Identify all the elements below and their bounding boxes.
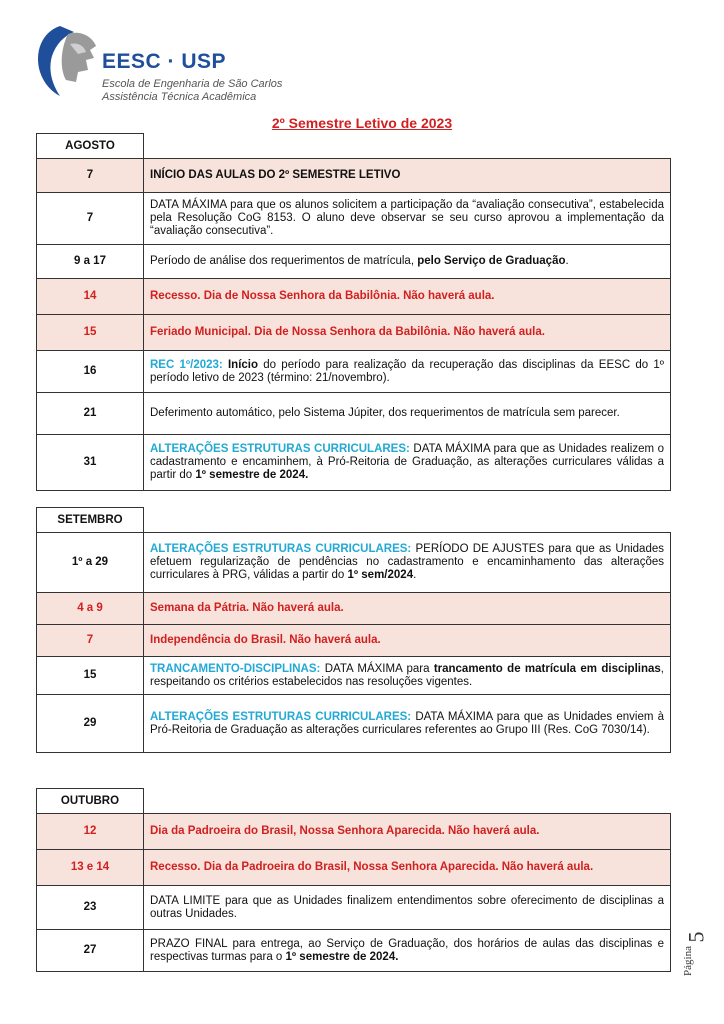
row-date: 4 a 9 — [37, 593, 144, 625]
table-row — [37, 159, 671, 193]
row-description: Independência do Brasil. Não haverá aula. — [144, 625, 671, 657]
setembro-table — [36, 507, 671, 753]
brand-name: EESC · USP — [102, 50, 227, 73]
month-label: SETEMBRO — [37, 508, 144, 533]
school-name — [102, 78, 282, 104]
month-header-row — [37, 134, 671, 159]
table-row — [37, 435, 671, 491]
row-date: 7 — [37, 193, 144, 245]
page-number — [681, 920, 715, 990]
table-row — [37, 279, 671, 315]
table-row — [37, 393, 671, 435]
table-row — [37, 533, 671, 593]
school-line-2: Assistência Técnica Acadêmica — [102, 91, 257, 103]
row-description: Dia da Padroeira do Brasil, Nossa Senhora Aparecida. Não haverá aula. — [144, 814, 671, 850]
row-description: DATA MÁXIMA para que os alunos solicitem a participação da “avaliação consecutiva”, estabelecida pela Resolução CoG 8153. O aluno deve observar se seu curso aprovou a implementação da “avaliação consecutiva”. — [144, 193, 671, 245]
row-description: Recesso. Dia da Padroeira do Brasil, Nossa Senhora Aparecida. Não haverá aula. — [144, 850, 671, 886]
table-row — [37, 351, 671, 393]
row-date: 27 — [37, 930, 144, 972]
row-description: Recesso. Dia de Nossa Senhora da Babilônia. Não haverá aula. — [144, 279, 671, 315]
row-description: REC 1º/2023: Início do período para realização da recuperação das disciplinas da EESC do 1º período letivo de 2023 (término: 21/novembro). — [144, 351, 671, 393]
row-date: 16 — [37, 351, 144, 393]
row-date: 7 — [37, 159, 144, 193]
outubro-table — [36, 788, 671, 972]
row-date: 1º a 29 — [37, 533, 144, 593]
row-description: INÍCIO DAS AULAS DO 2º SEMESTRE LETIVO — [144, 159, 671, 193]
month-header-row — [37, 508, 671, 533]
table-row — [37, 850, 671, 886]
row-description: Feriado Municipal. Dia de Nossa Senhora da Babilônia. Não haverá aula. — [144, 315, 671, 351]
table-row — [37, 814, 671, 850]
page-label: Página — [681, 946, 694, 976]
row-description: ALTERAÇÕES ESTRUTURAS CURRICULARES: DATA MÁXIMA para que as Unidades realizem o cadastramento e encaminhem, à Pró-Reitoria de Graduação, as alterações curriculares válidas a partir do 1º semestre de 2024. — [144, 435, 671, 491]
row-description: PRAZO FINAL para entrega, ao Serviço de Graduação, dos horários de aulas das disciplinas e respectivas turmas para o 1º semestre de 2024. — [144, 930, 671, 972]
row-date: 23 — [37, 886, 144, 930]
page-number-value: 5 — [683, 931, 709, 943]
table-row — [37, 930, 671, 972]
table-row — [37, 193, 671, 245]
row-date: 31 — [37, 435, 144, 491]
row-date: 29 — [37, 695, 144, 753]
row-description: TRANCAMENTO-DISCIPLINAS: DATA MÁXIMA para trancamento de matrícula em disciplinas, respeitando os critérios estabelecidos nas resoluções vigentes. — [144, 657, 671, 695]
row-date: 7 — [37, 625, 144, 657]
row-date: 9 a 17 — [37, 245, 144, 279]
row-description: ALTERAÇÕES ESTRUTURAS CURRICULARES: DATA MÁXIMA para que as Unidades enviem à Pró-Reitoria de Graduação as alterações curriculares referentes ao Grupo III (Res. CoG 7030/14). — [144, 695, 671, 753]
row-date: 14 — [37, 279, 144, 315]
row-date: 13 e 14 — [37, 850, 144, 886]
table-row — [37, 593, 671, 625]
table-row — [37, 315, 671, 351]
month-label: OUTUBRO — [37, 789, 144, 814]
school-line-1: Escola de Engenharia de São Carlos — [102, 78, 283, 90]
table-row — [37, 695, 671, 753]
row-description: Semana da Pátria. Não haverá aula. — [144, 593, 671, 625]
row-description: ALTERAÇÕES ESTRUTURAS CURRICULARES: PERÍODO DE AJUSTES para que as Unidades efetuem regularização de pendências no cadastramento e encaminhamento das alterações curriculares à PRG, válidas a partir do 1º sem/2024. — [144, 533, 671, 593]
table-row — [37, 245, 671, 279]
agosto-table — [36, 133, 671, 491]
row-description: Deferimento automático, pelo Sistema Júpiter, dos requerimentos de matrícula sem parecer. — [144, 393, 671, 435]
header — [30, 20, 330, 110]
table-row — [37, 886, 671, 930]
month-header-row — [37, 789, 671, 814]
row-date: 12 — [37, 814, 144, 850]
eesc-logo-icon — [30, 20, 100, 100]
month-label: AGOSTO — [37, 134, 144, 159]
row-date: 21 — [37, 393, 144, 435]
page-title: 2º Semestre Letivo de 2023 — [271, 115, 453, 131]
table-row — [37, 657, 671, 695]
row-description: DATA LIMITE para que as Unidades finalizem entendimentos sobre oferecimento de disciplinas a outras Unidades. — [144, 886, 671, 930]
row-date: 15 — [37, 315, 144, 351]
row-date: 15 — [37, 657, 144, 695]
table-row — [37, 625, 671, 657]
row-description: Período de análise dos requerimentos de matrícula, pelo Serviço de Graduação. — [144, 245, 671, 279]
